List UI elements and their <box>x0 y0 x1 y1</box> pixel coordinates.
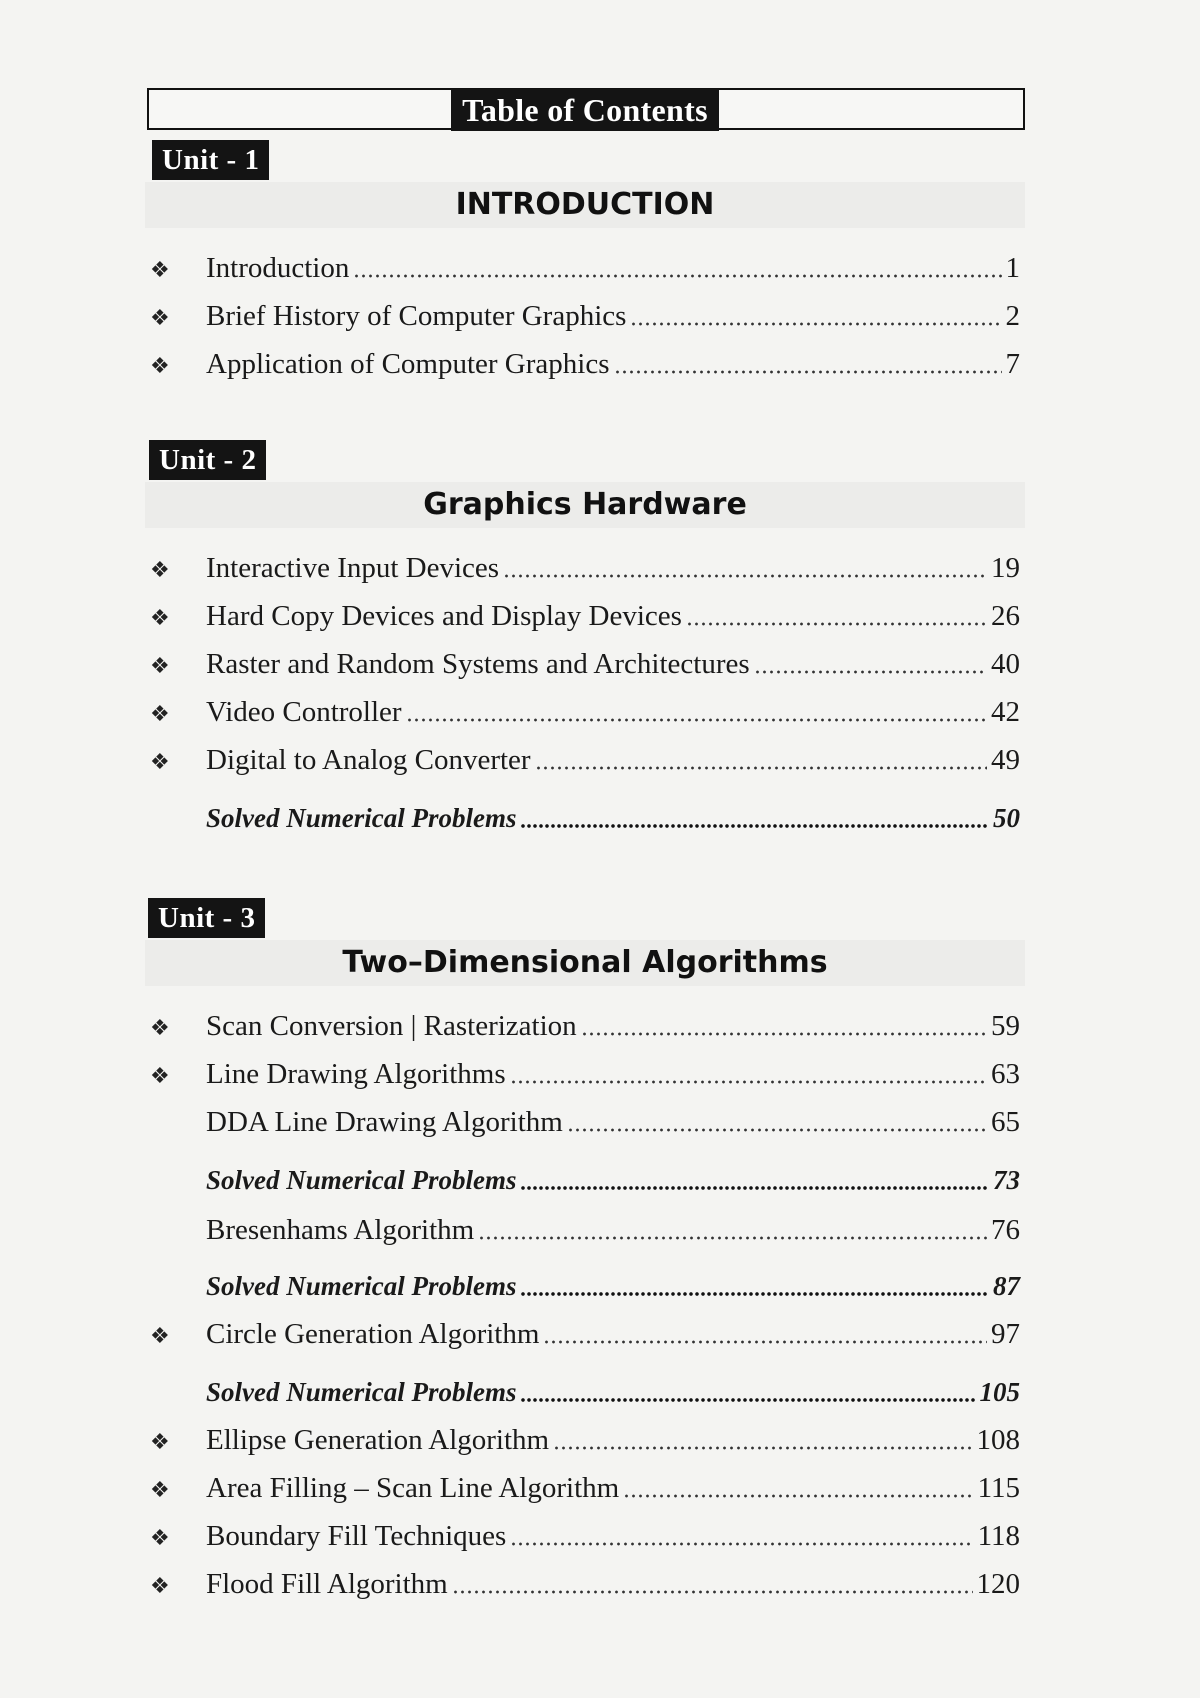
toc-entry[interactable] <box>150 1208 1020 1252</box>
entry-page: 19 <box>991 552 1020 584</box>
unit-2-heading: Graphics Hardware <box>145 482 1025 528</box>
entry-label: Interactive Input Devices <box>206 552 500 584</box>
entry-page: 118 <box>977 1520 1020 1552</box>
bullet-icon: ❖ <box>150 1429 170 1454</box>
entry-page: 1 <box>1005 252 1020 284</box>
bullet-icon: ❖ <box>150 1477 170 1502</box>
dot-leader <box>535 764 987 772</box>
bullet-icon: ❖ <box>150 353 170 378</box>
entry-label: Video Controller <box>206 696 402 728</box>
entry-page: 7 <box>1005 348 1020 380</box>
toc-entry[interactable] <box>150 1100 1020 1144</box>
entry-page: 105 <box>979 1377 1020 1407</box>
entry-page: 73 <box>993 1165 1020 1195</box>
toc-entry[interactable] <box>150 246 1020 290</box>
dot-leader <box>520 1290 989 1298</box>
toc-entry[interactable] <box>150 1514 1020 1558</box>
dot-leader <box>353 272 1001 280</box>
toc-entry-solved[interactable] <box>150 1158 1020 1202</box>
entry-label: Flood Fill Algorithm <box>206 1568 448 1600</box>
entry-page: 59 <box>991 1010 1020 1042</box>
unit-1-heading: INTRODUCTION <box>145 182 1025 228</box>
entry-label: Line Drawing Algorithms <box>206 1058 506 1090</box>
dot-leader <box>543 1338 987 1346</box>
bullet-icon: ❖ <box>150 605 170 630</box>
bullet-icon: ❖ <box>150 701 170 726</box>
bullet-icon: ❖ <box>150 1323 170 1348</box>
entry-page: 120 <box>976 1568 1020 1600</box>
dot-leader <box>553 1444 972 1452</box>
unit-3-heading: Two–Dimensional Algorithms <box>145 940 1025 986</box>
entry-page: 76 <box>991 1214 1020 1246</box>
entry-label: Application of Computer Graphics <box>206 348 610 380</box>
dot-leader <box>754 668 987 676</box>
entry-page: 115 <box>977 1472 1020 1504</box>
entry-page: 49 <box>991 744 1020 776</box>
bullet-icon: ❖ <box>150 305 170 330</box>
toc-entry[interactable] <box>150 342 1020 386</box>
entry-label: Raster and Random Systems and Architectures <box>206 648 750 680</box>
entry-page: 63 <box>991 1058 1020 1090</box>
dot-leader <box>452 1588 973 1596</box>
entry-label: Brief History of Computer Graphics <box>206 300 627 332</box>
entry-page: 108 <box>976 1424 1020 1456</box>
dot-leader <box>510 1078 987 1086</box>
page-title: Table of Contents <box>451 89 719 131</box>
entry-page: 65 <box>991 1106 1020 1138</box>
entry-label: Area Filling – Scan Line Algorithm <box>206 1472 620 1504</box>
entry-label: Hard Copy Devices and Display Devices <box>206 600 682 632</box>
dot-leader <box>614 368 1002 376</box>
entry-label: Ellipse Generation Algorithm <box>206 1424 550 1456</box>
entry-label: Solved Numerical Problems <box>206 1377 517 1407</box>
unit-3-badge: Unit - 3 <box>148 898 265 938</box>
entry-page: 50 <box>993 803 1020 833</box>
toc-entry[interactable] <box>150 1562 1020 1606</box>
toc-entry[interactable] <box>150 1052 1020 1096</box>
dot-leader <box>686 620 987 628</box>
dot-leader <box>567 1126 987 1134</box>
dot-leader <box>406 716 987 724</box>
entry-label: Boundary Fill Techniques <box>206 1520 507 1552</box>
entry-page: 87 <box>993 1271 1020 1301</box>
entry-label: Solved Numerical Problems <box>206 803 517 833</box>
toc-entry[interactable] <box>150 642 1020 686</box>
dot-leader <box>520 822 989 830</box>
entry-label: Circle Generation Algorithm <box>206 1318 540 1350</box>
toc-entry-solved[interactable] <box>150 1264 1020 1308</box>
entry-page: 2 <box>1005 300 1020 332</box>
entry-label: DDA Line Drawing Algorithm <box>206 1106 563 1138</box>
dot-leader <box>510 1540 973 1548</box>
bullet-icon: ❖ <box>150 1015 170 1040</box>
entry-page: 42 <box>991 696 1020 728</box>
bullet-icon: ❖ <box>150 557 170 582</box>
toc-entry[interactable] <box>150 1312 1020 1356</box>
entry-label: Solved Numerical Problems <box>206 1165 517 1195</box>
dot-leader <box>520 1184 989 1192</box>
entry-page: 97 <box>991 1318 1020 1350</box>
toc-entry[interactable] <box>150 690 1020 734</box>
dot-leader <box>520 1396 975 1404</box>
toc-entry[interactable] <box>150 294 1020 338</box>
dot-leader <box>478 1234 987 1242</box>
dot-leader <box>630 320 1001 328</box>
entry-label: Digital to Analog Converter <box>206 744 531 776</box>
dot-leader <box>581 1030 987 1038</box>
unit-1-badge: Unit - 1 <box>152 140 269 180</box>
toc-entry-solved[interactable] <box>150 1370 1020 1414</box>
entry-label: Solved Numerical Problems <box>206 1271 517 1301</box>
toc-entry[interactable] <box>150 1418 1020 1462</box>
bullet-icon: ❖ <box>150 653 170 678</box>
bullet-icon: ❖ <box>150 749 170 774</box>
toc-entry[interactable] <box>150 546 1020 590</box>
toc-entry[interactable] <box>150 594 1020 638</box>
entry-label: Introduction <box>206 252 350 284</box>
entry-label: Scan Conversion | Rasterization <box>206 1010 577 1042</box>
bullet-icon: ❖ <box>150 1063 170 1088</box>
bullet-icon: ❖ <box>150 257 170 282</box>
entry-page: 26 <box>991 600 1020 632</box>
toc-entry-solved[interactable] <box>150 796 1020 840</box>
bullet-icon: ❖ <box>150 1525 170 1550</box>
bullet-icon: ❖ <box>150 1573 170 1598</box>
dot-leader <box>623 1492 973 1500</box>
entry-page: 40 <box>991 648 1020 680</box>
dot-leader <box>503 572 987 580</box>
toc-entry[interactable] <box>150 1004 1020 1048</box>
entry-label: Bresenhams Algorithm <box>206 1214 475 1246</box>
toc-entry[interactable] <box>150 738 1020 782</box>
toc-entry[interactable] <box>150 1466 1020 1510</box>
unit-2-badge: Unit - 2 <box>149 440 266 480</box>
